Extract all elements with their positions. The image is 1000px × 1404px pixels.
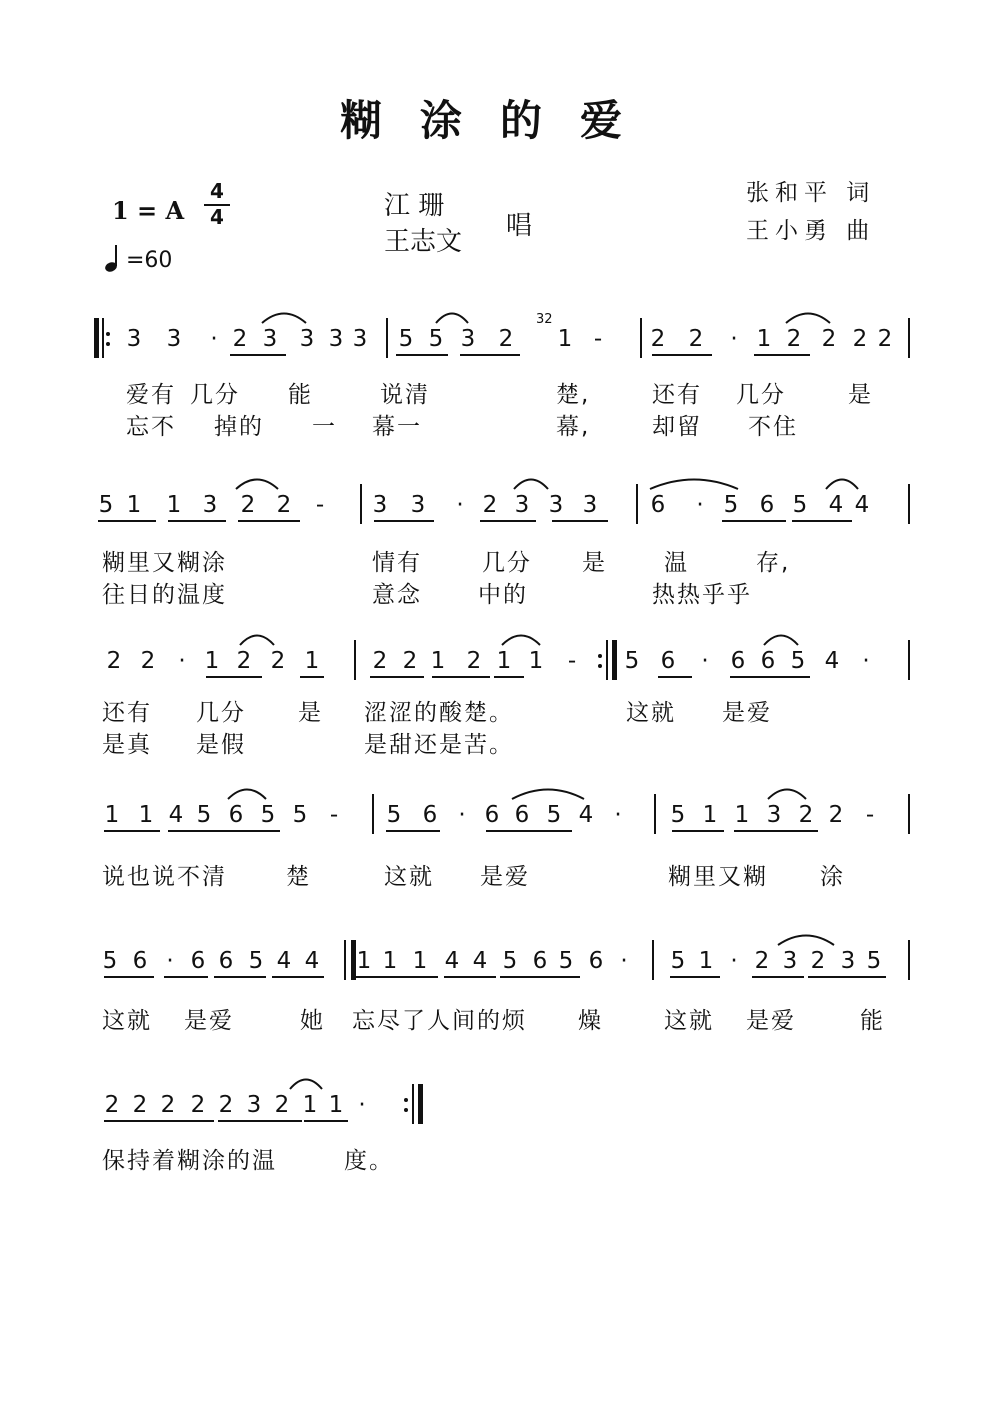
notes-row bbox=[0, 312, 1000, 358]
lyric-word: 意念 bbox=[372, 582, 422, 608]
lyric-word: 是爱 bbox=[746, 1008, 796, 1034]
barline bbox=[636, 484, 638, 524]
underline bbox=[218, 1120, 302, 1122]
barline bbox=[606, 640, 608, 680]
composer-credit: 王小勇 曲 bbox=[746, 218, 876, 244]
note: 3 bbox=[410, 492, 426, 518]
barline bbox=[102, 318, 104, 358]
note: 3 bbox=[202, 492, 218, 518]
note: · bbox=[178, 648, 186, 674]
song-title: 糊涂的爱 bbox=[339, 96, 660, 145]
lyric-word: 几分 bbox=[196, 700, 246, 726]
barline bbox=[908, 794, 910, 834]
underline bbox=[300, 676, 324, 678]
note: 5 bbox=[723, 492, 739, 518]
lyric-word: 这就 bbox=[384, 864, 434, 890]
lyric-word: 保持着糊涂的温 bbox=[102, 1148, 277, 1174]
note: 2 bbox=[821, 326, 837, 352]
barline bbox=[640, 318, 642, 358]
note: 4 bbox=[828, 492, 844, 518]
note: 3 bbox=[246, 1092, 262, 1118]
note: 1 bbox=[166, 492, 182, 518]
underline bbox=[734, 830, 818, 832]
note: 1 bbox=[204, 648, 220, 674]
underline bbox=[356, 976, 438, 978]
note: 1 bbox=[734, 802, 750, 828]
note: · bbox=[620, 948, 628, 974]
slur-arc bbox=[228, 786, 266, 800]
note: · bbox=[458, 802, 466, 828]
note: 2 bbox=[754, 948, 770, 974]
note: 2 bbox=[498, 326, 514, 352]
lyric-word: 是 bbox=[298, 700, 323, 726]
lyric-word: 这就 bbox=[626, 700, 676, 726]
note: 3 bbox=[460, 326, 476, 352]
repeat-dot bbox=[598, 654, 602, 658]
underline bbox=[164, 976, 208, 978]
note: 3 bbox=[126, 326, 142, 352]
lyric-word: 糊里又糊涂 bbox=[102, 550, 227, 576]
barline bbox=[344, 940, 356, 980]
underline bbox=[652, 354, 712, 356]
slur-arc bbox=[236, 476, 278, 490]
repeat-dot bbox=[404, 1098, 408, 1102]
note: 4 bbox=[472, 948, 488, 974]
thick-barline bbox=[418, 1084, 423, 1124]
lyric-word: 是假 bbox=[196, 732, 246, 758]
lyric-word: 这就 bbox=[664, 1008, 714, 1034]
note: 2 bbox=[274, 1092, 290, 1118]
note: 2 bbox=[798, 802, 814, 828]
note: 2 bbox=[402, 648, 418, 674]
singer-2: 王志文 bbox=[384, 227, 463, 257]
note: 2 bbox=[650, 326, 666, 352]
repeat-dot bbox=[106, 332, 110, 336]
note: - bbox=[593, 326, 603, 352]
note: 3 bbox=[782, 948, 798, 974]
lyric-word: 是爱 bbox=[722, 700, 772, 726]
note: 1 bbox=[756, 326, 772, 352]
barline bbox=[908, 484, 910, 524]
note: 5 bbox=[292, 802, 308, 828]
time-sig-top: 4 bbox=[210, 179, 224, 203]
lyric-word: 热热乎乎 bbox=[652, 582, 752, 608]
note: 2 bbox=[466, 648, 482, 674]
note: 1 bbox=[702, 802, 718, 828]
lyric-word: 几分 bbox=[190, 382, 240, 408]
underline bbox=[792, 520, 852, 522]
note: 5 bbox=[102, 948, 118, 974]
note: 2 bbox=[828, 802, 844, 828]
time-sig-bottom: 4 bbox=[210, 205, 224, 229]
lyric-word: 糊里又糊 bbox=[668, 864, 768, 890]
note: 2 bbox=[232, 326, 248, 352]
note: 3 bbox=[372, 492, 388, 518]
lyric-word: 爱有 bbox=[126, 382, 176, 408]
slur-arc bbox=[650, 476, 738, 490]
underline bbox=[238, 520, 300, 522]
time-signature bbox=[204, 178, 230, 230]
barline bbox=[654, 794, 656, 834]
slur-arc bbox=[764, 632, 798, 646]
note: 5 bbox=[398, 326, 414, 352]
underline bbox=[444, 976, 496, 978]
note: 6 bbox=[422, 802, 438, 828]
underline bbox=[722, 520, 786, 522]
note: 5 bbox=[866, 948, 882, 974]
barline bbox=[908, 640, 910, 680]
note: 2 bbox=[688, 326, 704, 352]
lyric-word: 是真 bbox=[102, 732, 152, 758]
note: 1 bbox=[496, 648, 512, 674]
underline bbox=[480, 520, 536, 522]
thick-barline bbox=[612, 640, 617, 680]
note: 6 bbox=[190, 948, 206, 974]
underline bbox=[752, 976, 804, 978]
note: 5 bbox=[624, 648, 640, 674]
note: · bbox=[358, 1092, 366, 1118]
underline bbox=[104, 1120, 214, 1122]
note: 4 bbox=[578, 802, 594, 828]
lyric-word: 是爱 bbox=[184, 1008, 234, 1034]
barline bbox=[412, 1084, 414, 1124]
note: 1 bbox=[356, 948, 372, 974]
lyric-word: 往日的温度 bbox=[102, 582, 227, 608]
underline bbox=[486, 830, 572, 832]
lyric-word: 是爱 bbox=[480, 864, 530, 890]
note: 5 bbox=[790, 648, 806, 674]
note: 4 bbox=[444, 948, 460, 974]
underline bbox=[670, 976, 720, 978]
note: 2 bbox=[236, 648, 252, 674]
underline bbox=[494, 676, 524, 678]
lyric-word: 情有 bbox=[372, 550, 422, 576]
note: 2 bbox=[132, 1092, 148, 1118]
note: 2 bbox=[270, 648, 286, 674]
lyric-word: 却留 bbox=[652, 414, 702, 440]
note: - bbox=[329, 802, 339, 828]
slur-arc bbox=[778, 932, 834, 946]
underline bbox=[272, 976, 324, 978]
notes-row bbox=[0, 940, 1000, 980]
lyric-word: 度。 bbox=[344, 1148, 394, 1174]
quarter-note-icon bbox=[104, 244, 124, 272]
note: 2 bbox=[877, 326, 893, 352]
note: 2 bbox=[104, 1092, 120, 1118]
note: 2 bbox=[852, 326, 868, 352]
note: - bbox=[567, 648, 577, 674]
note: · bbox=[456, 492, 464, 518]
note: 6 bbox=[760, 648, 776, 674]
lyric-word: 是甜还是苦。 bbox=[364, 732, 514, 758]
underline bbox=[500, 976, 580, 978]
underline bbox=[104, 830, 160, 832]
grace-note: 32 bbox=[536, 312, 553, 327]
lyric-word: 掉的 bbox=[214, 414, 264, 440]
singers bbox=[384, 188, 462, 260]
note: 3 bbox=[352, 326, 368, 352]
barline bbox=[372, 794, 374, 834]
note: 1 bbox=[528, 648, 544, 674]
lyric-word: 幕, bbox=[556, 414, 591, 440]
note: · bbox=[210, 326, 218, 352]
note: 1 bbox=[304, 648, 320, 674]
slur-arc bbox=[512, 786, 584, 800]
note: 6 bbox=[218, 948, 234, 974]
note: 5 bbox=[248, 948, 264, 974]
note: 4 bbox=[854, 492, 870, 518]
note: 5 bbox=[558, 948, 574, 974]
note: · bbox=[696, 492, 704, 518]
note: 3 bbox=[166, 326, 182, 352]
slur-arc bbox=[768, 786, 806, 800]
repeat-dot bbox=[598, 664, 602, 668]
note: · bbox=[701, 648, 709, 674]
notes-row bbox=[0, 1084, 1000, 1124]
lyric-word: 一 bbox=[312, 414, 337, 440]
underline bbox=[214, 976, 266, 978]
note: 6 bbox=[228, 802, 244, 828]
note: 5 bbox=[502, 948, 518, 974]
singer-1: 江 珊 bbox=[384, 191, 445, 221]
underline bbox=[730, 676, 810, 678]
lyric-word: 温 bbox=[664, 550, 689, 576]
note: 3 bbox=[548, 492, 564, 518]
note: · bbox=[166, 948, 174, 974]
note: 2 bbox=[140, 648, 156, 674]
note: 5 bbox=[792, 492, 808, 518]
note: 1 bbox=[557, 326, 573, 352]
underline bbox=[168, 830, 280, 832]
note: 5 bbox=[386, 802, 402, 828]
slur-arc bbox=[262, 310, 306, 324]
note: 5 bbox=[670, 948, 686, 974]
note: · bbox=[614, 802, 622, 828]
barline bbox=[360, 484, 362, 524]
note: 1 bbox=[698, 948, 714, 974]
underline bbox=[460, 354, 520, 356]
note: - bbox=[865, 802, 875, 828]
note: 6 bbox=[484, 802, 500, 828]
note: 2 bbox=[190, 1092, 206, 1118]
note: · bbox=[862, 648, 870, 674]
note: 6 bbox=[514, 802, 530, 828]
note: 6 bbox=[759, 492, 775, 518]
note: 5 bbox=[98, 492, 114, 518]
note: 1 bbox=[302, 1092, 318, 1118]
repeat-dot bbox=[404, 1108, 408, 1112]
underline bbox=[374, 520, 434, 522]
note: 1 bbox=[382, 948, 398, 974]
underline bbox=[552, 520, 608, 522]
note: - bbox=[315, 492, 325, 518]
note: 1 bbox=[126, 492, 142, 518]
slur-arc bbox=[502, 632, 540, 646]
note: 5 bbox=[428, 326, 444, 352]
note: 3 bbox=[582, 492, 598, 518]
underline bbox=[386, 830, 440, 832]
note: 5 bbox=[196, 802, 212, 828]
note: 6 bbox=[730, 648, 746, 674]
note: 1 bbox=[328, 1092, 344, 1118]
note: 6 bbox=[660, 648, 676, 674]
note: 1 bbox=[104, 802, 120, 828]
note: 2 bbox=[106, 648, 122, 674]
barline bbox=[908, 318, 910, 358]
barline bbox=[908, 940, 910, 980]
note: 3 bbox=[328, 326, 344, 352]
note: 5 bbox=[260, 802, 276, 828]
underline bbox=[672, 830, 724, 832]
note: · bbox=[730, 948, 738, 974]
lyric-word: 幕一 bbox=[372, 414, 422, 440]
note: 2 bbox=[786, 326, 802, 352]
note: 2 bbox=[218, 1092, 234, 1118]
lyric-word: 涂 bbox=[820, 864, 845, 890]
lyric-word: 楚, bbox=[556, 382, 591, 408]
barline bbox=[354, 640, 356, 680]
slur-arc bbox=[786, 310, 830, 324]
note: 2 bbox=[160, 1092, 176, 1118]
note: 1 bbox=[138, 802, 154, 828]
note: 1 bbox=[430, 648, 446, 674]
underline bbox=[206, 676, 262, 678]
slur-arc bbox=[290, 1076, 322, 1090]
slur-arc bbox=[240, 632, 274, 646]
lyric-word: 还有 bbox=[102, 700, 152, 726]
lyric-word: 中的 bbox=[478, 582, 528, 608]
note: 4 bbox=[168, 802, 184, 828]
lyric-word: 涩涩的酸楚。 bbox=[364, 700, 514, 726]
lyric-word: 楚 bbox=[286, 864, 311, 890]
lyric-word: 存, bbox=[756, 550, 791, 576]
note: 3 bbox=[262, 326, 278, 352]
note: 3 bbox=[514, 492, 530, 518]
note: 3 bbox=[766, 802, 782, 828]
note: 5 bbox=[546, 802, 562, 828]
note: 2 bbox=[276, 492, 292, 518]
underline bbox=[230, 354, 286, 356]
barline bbox=[386, 318, 388, 358]
lyric-word: 说清 bbox=[380, 382, 430, 408]
slur-arc bbox=[514, 476, 548, 490]
sing-label: 唱 bbox=[506, 211, 533, 241]
note: 2 bbox=[240, 492, 256, 518]
underline bbox=[370, 676, 424, 678]
underline bbox=[168, 520, 226, 522]
lyric-word: 是 bbox=[582, 550, 607, 576]
underline bbox=[658, 676, 692, 678]
notes-row bbox=[0, 484, 1000, 524]
lyric-word: 是 bbox=[848, 382, 873, 408]
lyric-word: 能 bbox=[288, 382, 313, 408]
thick-barline bbox=[94, 318, 99, 358]
lyric-word: 说也说不清 bbox=[102, 864, 227, 890]
note: 6 bbox=[650, 492, 666, 518]
lyric-word: 能 bbox=[860, 1008, 885, 1034]
note: · bbox=[730, 326, 738, 352]
note: 6 bbox=[588, 948, 604, 974]
slur-arc bbox=[826, 476, 858, 490]
lyric-word: 忘尽了人间的烦 bbox=[352, 1008, 527, 1034]
note: 6 bbox=[132, 948, 148, 974]
note: 2 bbox=[810, 948, 826, 974]
barline bbox=[652, 940, 654, 980]
underline bbox=[304, 1120, 348, 1122]
lyric-word: 还有 bbox=[652, 382, 702, 408]
lyric-word: 忘不 bbox=[126, 414, 176, 440]
underline bbox=[396, 354, 448, 356]
underline bbox=[104, 976, 154, 978]
underline bbox=[808, 976, 886, 978]
lyric-word: 几分 bbox=[482, 550, 532, 576]
underline bbox=[98, 520, 156, 522]
lyric-word: 不住 bbox=[748, 414, 798, 440]
note: 4 bbox=[304, 948, 320, 974]
lyric-word: 她 bbox=[300, 1008, 325, 1034]
note: 3 bbox=[299, 326, 315, 352]
note: 6 bbox=[532, 948, 548, 974]
slur-arc bbox=[436, 310, 468, 324]
notes-row bbox=[0, 794, 1000, 834]
key-signature: 1 = A bbox=[112, 196, 185, 225]
note: 4 bbox=[276, 948, 292, 974]
notes-row bbox=[0, 640, 1000, 680]
underline bbox=[432, 676, 490, 678]
note: 2 bbox=[482, 492, 498, 518]
note: 3 bbox=[840, 948, 856, 974]
underline bbox=[754, 354, 810, 356]
note: 4 bbox=[824, 648, 840, 674]
note: 1 bbox=[412, 948, 428, 974]
note: 2 bbox=[372, 648, 388, 674]
tempo-marking: =60 bbox=[126, 248, 173, 273]
repeat-dot bbox=[106, 342, 110, 346]
note: 5 bbox=[670, 802, 686, 828]
lyric-word: 几分 bbox=[736, 382, 786, 408]
lyricist-credit: 张和平 词 bbox=[746, 180, 876, 206]
lyric-word: 这就 bbox=[102, 1008, 152, 1034]
lyric-word: 燥 bbox=[578, 1008, 603, 1034]
